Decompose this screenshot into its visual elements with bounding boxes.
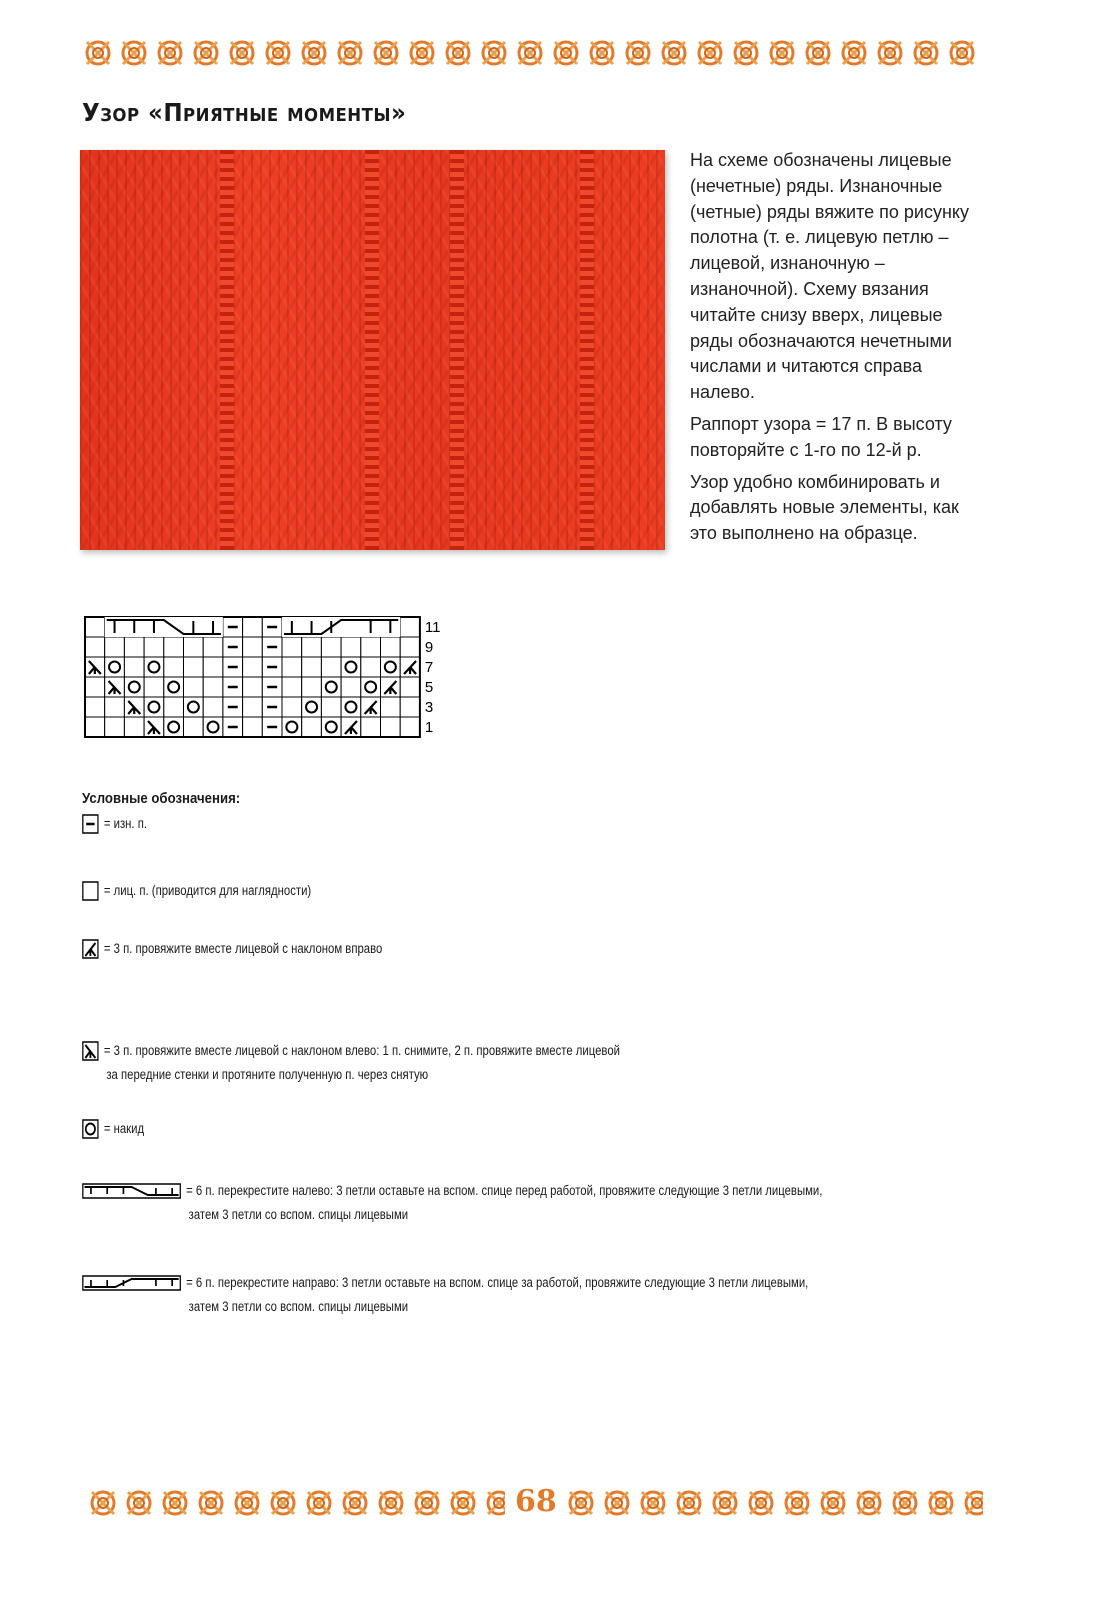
chart-cell	[124, 717, 144, 737]
row-number: 7	[424, 659, 434, 676]
row-number: 1	[424, 719, 434, 736]
legend-text-continued: затем 3 петли со вспом. спицы лицевыми	[188, 1207, 409, 1222]
knitted-swatch-photo	[80, 150, 665, 550]
chart-cell	[164, 637, 184, 657]
chart-cell	[321, 637, 341, 657]
chart-cell	[164, 657, 184, 677]
chart-cell	[243, 717, 263, 737]
chart-cell	[302, 717, 322, 737]
chart-cell	[184, 677, 204, 697]
chart-cell	[203, 677, 223, 697]
chart-cell	[203, 717, 223, 737]
chart-cell	[124, 677, 144, 697]
chart-cell	[124, 637, 144, 657]
chart-cell	[302, 697, 322, 717]
chart-cell	[85, 717, 105, 737]
chart-cell	[85, 677, 105, 697]
chart-cell	[400, 617, 420, 637]
cable-left-icon	[82, 1183, 181, 1199]
chart-cell	[105, 697, 125, 717]
description-paragraph: Раппорт узора = 17 п. В высоту повторяйте с 1-го по 12-й р.	[690, 413, 952, 460]
chart-cell	[203, 657, 223, 677]
legend-text: = лиц. п. (приводится для наглядности)	[103, 883, 312, 898]
chart-cell	[321, 717, 341, 737]
chart-cell	[302, 677, 322, 697]
chart-cell	[381, 637, 401, 657]
chart-cell	[361, 637, 381, 657]
chart-cell	[243, 637, 263, 657]
chart-cell	[282, 657, 302, 677]
chart-cell	[400, 677, 420, 697]
chart-cell	[184, 717, 204, 737]
page-number: 68	[515, 1484, 557, 1519]
chart-cell	[203, 637, 223, 657]
legend-text-continued: затем 3 петли со вспом. спицы лицевыми	[188, 1299, 409, 1314]
legend-text-continued: за передние стенки и протяните полученную п. через снятую	[106, 1067, 429, 1082]
row-number: 3	[424, 699, 434, 716]
dec-left-icon	[82, 1041, 99, 1061]
chart-cell	[381, 697, 401, 717]
legend-item-dec-right	[82, 937, 382, 961]
chart-cell	[164, 717, 184, 737]
chart-cell	[144, 697, 164, 717]
legend-item-dec-left	[82, 1039, 620, 1087]
chart-cell	[124, 657, 144, 677]
chart-cell	[381, 717, 401, 737]
top-ornament-border	[80, 38, 980, 68]
legend-item-purl	[82, 812, 147, 836]
chart-cell	[302, 657, 322, 677]
legend-text: = 6 п. перекрестите налево: 3 петли оставьте на вспом. спице перед работой, провяжите следующие 3 петли лицевыми,	[186, 1183, 823, 1198]
chart-cell	[400, 697, 420, 717]
description-paragraph: На схеме обозначены лицевые (нечетные) ряды. Изнаночные (четные) ряды вяжите по рисунку полотна (т. е. лицевую петлю – лицевой, изнаночную – изнаночной). Схему вязания читайте снизу вверх, лицевые ряды обозначаются нечетными числами и читаются справа налево.	[690, 150, 970, 403]
bottom-ornament-border-right	[563, 1488, 983, 1518]
dec-right-icon	[82, 939, 99, 959]
legend-item-yo	[82, 1117, 144, 1141]
chart-cell	[85, 637, 105, 657]
legend-text: = накид	[103, 1121, 145, 1136]
purl-icon	[82, 814, 99, 834]
chart-cell	[361, 677, 381, 697]
chart-cell	[400, 637, 420, 657]
legend-text: = 3 п. провяжите вместе лицевой с наклоном вправо	[103, 941, 383, 956]
chart-cell	[321, 677, 341, 697]
bottom-ornament-border-left	[85, 1488, 505, 1518]
chart-cell	[203, 697, 223, 717]
chart-cell	[164, 697, 184, 717]
chart-cell	[184, 637, 204, 657]
legend-text: = 3 п. провяжите вместе лицевой с наклоном влево: 1 п. снимите, 2 п. провяжите вместе лицевой	[103, 1043, 620, 1058]
row-number: 9	[424, 639, 434, 656]
chart-cell	[282, 637, 302, 657]
chart-cell	[341, 697, 361, 717]
legend-item-cable-left	[82, 1179, 822, 1227]
cable-right-icon	[82, 1275, 181, 1291]
pattern-description	[690, 148, 990, 553]
row-number: 11	[424, 619, 441, 636]
chart-cell	[144, 637, 164, 657]
chart-cell	[321, 657, 341, 677]
chart-cell	[164, 677, 184, 697]
chart-cell	[105, 637, 125, 657]
chart-cell	[144, 657, 164, 677]
legend-item-knit	[82, 879, 311, 903]
chart-cell	[361, 657, 381, 677]
chart-cell	[282, 677, 302, 697]
knitting-chart	[84, 616, 444, 740]
chart-cell	[341, 657, 361, 677]
chart-cell	[243, 677, 263, 697]
chart-cell	[105, 657, 125, 677]
yo-icon	[82, 1119, 99, 1139]
legend-item-cable-right	[82, 1271, 808, 1319]
chart-cell	[282, 717, 302, 737]
legend-text: = изн. п.	[103, 816, 148, 831]
chart-cell	[184, 697, 204, 717]
page-title: Узор «Приятные моменты»	[82, 98, 407, 127]
chart-cell	[282, 697, 302, 717]
description-paragraph: Узор удобно комбинировать и добавлять новые элементы, как это выполнено на образце.	[690, 471, 959, 544]
chart-cell	[400, 717, 420, 737]
legend-title: Условные обозначения:	[82, 790, 241, 807]
chart-cell	[243, 657, 263, 677]
chart-cell	[361, 717, 381, 737]
chart-cell	[341, 637, 361, 657]
chart-cell	[243, 697, 263, 717]
chart-cell	[321, 697, 341, 717]
chart-cell	[381, 657, 401, 677]
knit-icon	[82, 881, 99, 901]
chart-cell	[144, 677, 164, 697]
chart-cell	[243, 617, 263, 637]
chart-cell	[105, 717, 125, 737]
chart-cell	[341, 677, 361, 697]
row-number: 5	[424, 679, 434, 696]
chart-cell	[302, 637, 322, 657]
chart-cell	[184, 657, 204, 677]
chart-cell	[85, 697, 105, 717]
legend-text: = 6 п. перекрестите направо: 3 петли оставьте на вспом. спице за работой, провяжите следующие 3 петли лицевыми,	[186, 1275, 809, 1290]
chart-cell	[85, 617, 105, 637]
